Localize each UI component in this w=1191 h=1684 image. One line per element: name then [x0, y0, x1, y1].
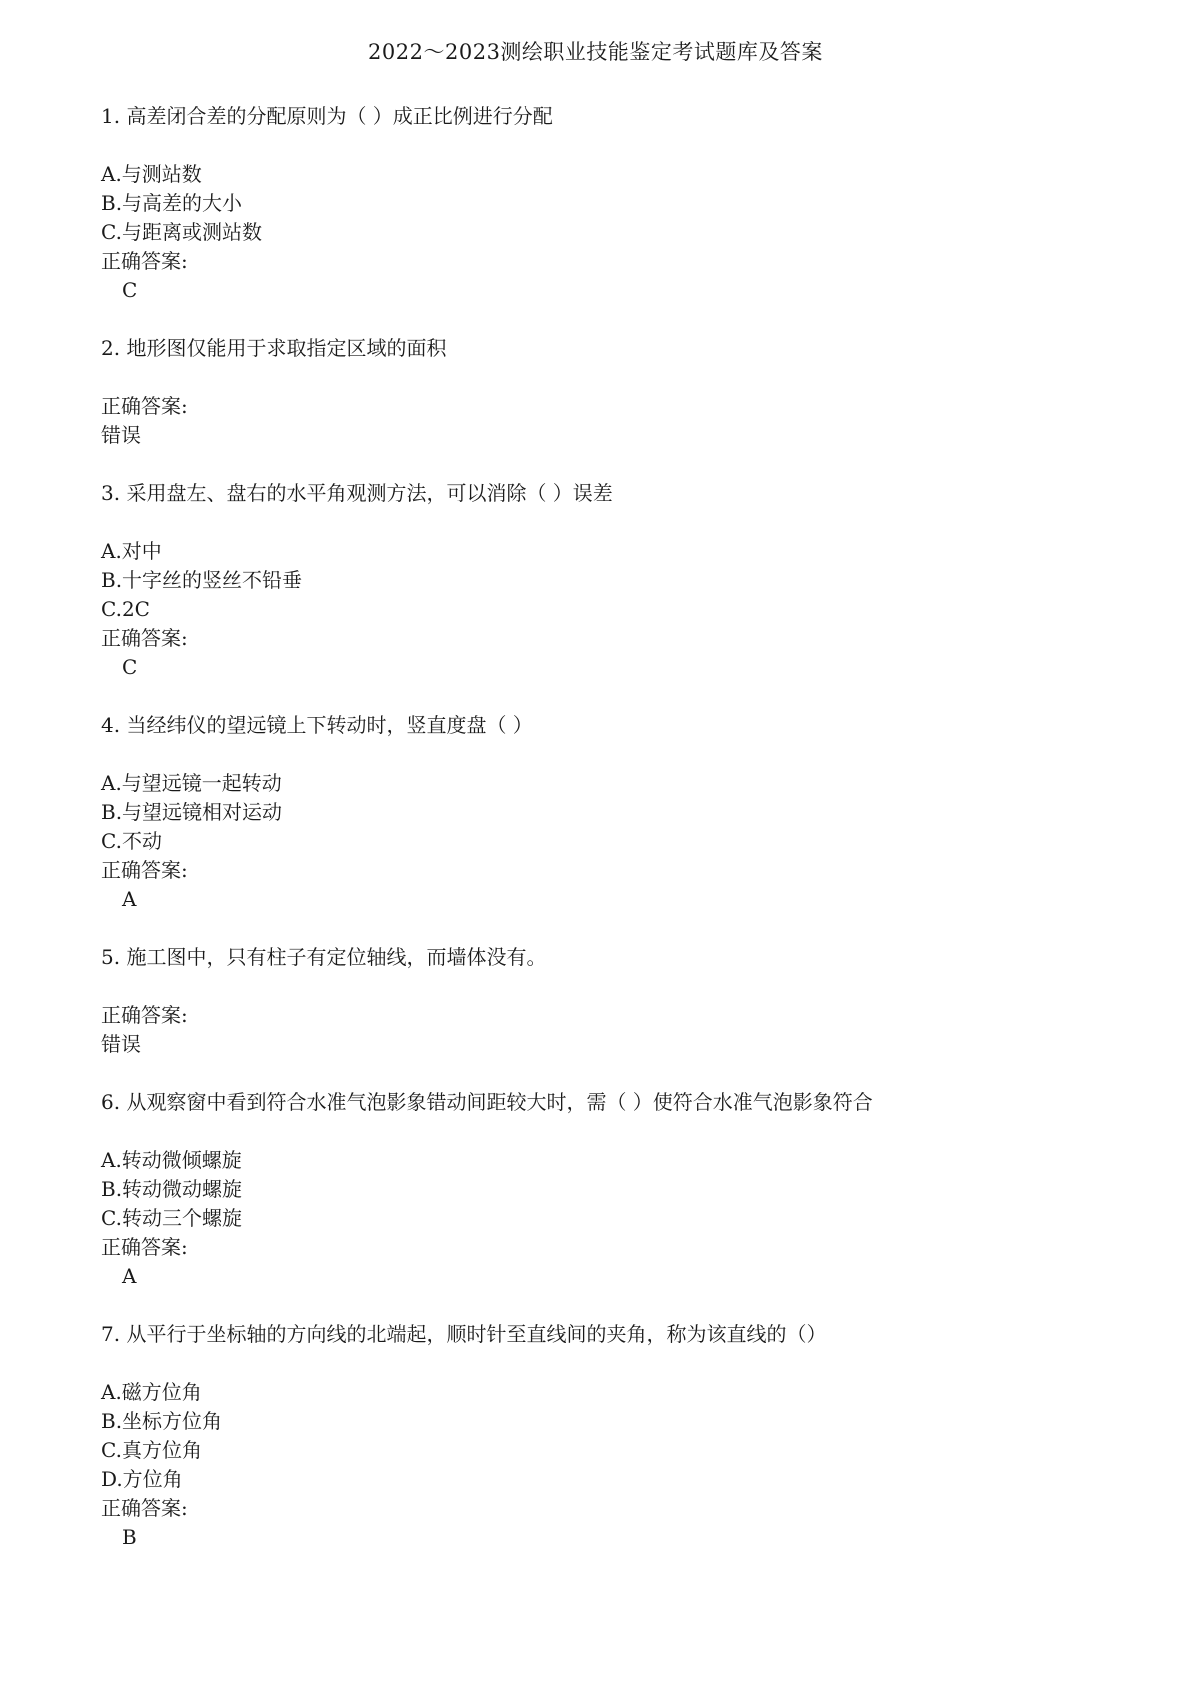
spacer: [101, 1059, 1101, 1088]
question-stem: 6. 从观察窗中看到符合水准气泡影象错动间距较大时，需（ ）使符合水准气泡影象符合: [101, 1090, 873, 1114]
correct-answer: 错误: [101, 1032, 141, 1056]
question-1: [101, 102, 1101, 334]
spacer: [101, 131, 1101, 160]
answer-option: D.方位角: [101, 1467, 183, 1491]
document-title: 2022～2023测绘职业技能鉴定考试题库及答案: [368, 40, 823, 64]
answer-option: C.不动: [101, 829, 162, 853]
correct-answer-label: 正确答案:: [101, 394, 188, 418]
question-list: [101, 102, 1101, 1581]
answer-option: A.与测站数: [101, 162, 202, 186]
question-stem: 5. 施工图中，只有柱子有定位轴线，而墙体没有。: [101, 945, 547, 969]
question-4: [101, 711, 1101, 943]
spacer: [101, 972, 1101, 1001]
correct-answer-label: 正确答案:: [101, 249, 188, 273]
spacer: [101, 363, 1101, 392]
correct-answer: B: [122, 1525, 137, 1549]
correct-answer: A: [122, 887, 137, 911]
answer-option: B.与高差的大小: [101, 191, 243, 215]
answer-option: A.与望远镜一起转动: [101, 771, 282, 795]
answer-option: C.2C: [101, 597, 150, 621]
spacer: [101, 1552, 1101, 1581]
answer-option: A.磁方位角: [101, 1380, 202, 1404]
spacer: [101, 450, 1101, 479]
spacer: [101, 1117, 1101, 1146]
correct-answer: C: [122, 278, 138, 302]
spacer: [101, 305, 1101, 334]
answer-option: C.真方位角: [101, 1438, 202, 1462]
question-7: [101, 1320, 1101, 1581]
correct-answer-label: 正确答案:: [101, 858, 188, 882]
correct-answer-label: 正确答案:: [101, 1003, 188, 1027]
spacer: [101, 740, 1101, 769]
question-stem: 7. 从平行于坐标轴的方向线的北端起，顺时针至直线间的夹角，称为该直线的（）: [101, 1322, 827, 1346]
correct-answer: C: [122, 655, 138, 679]
correct-answer-label: 正确答案:: [101, 626, 188, 650]
answer-option: C.转动三个螺旋: [101, 1206, 242, 1230]
correct-answer-label: 正确答案:: [101, 1235, 188, 1259]
answer-option: A.对中: [101, 539, 162, 563]
spacer: [101, 682, 1101, 711]
spacer: [101, 1291, 1101, 1320]
answer-option: B.与望远镜相对运动: [101, 800, 283, 824]
answer-option: B.坐标方位角: [101, 1409, 223, 1433]
question-stem: 2. 地形图仅能用于求取指定区域的面积: [101, 336, 447, 360]
question-stem: 4. 当经纬仪的望远镜上下转动时，竖直度盘（ ）: [101, 713, 533, 737]
spacer: [101, 508, 1101, 537]
question-stem: 1. 高差闭合差的分配原则为（ ）成正比例进行分配: [101, 104, 553, 128]
answer-option: B.十字丝的竖丝不铅垂: [101, 568, 303, 592]
question-5: [101, 943, 1101, 1088]
correct-answer: A: [122, 1264, 137, 1288]
answer-option: A.转动微倾螺旋: [101, 1148, 242, 1172]
correct-answer: 错误: [101, 423, 141, 447]
spacer: [101, 914, 1101, 943]
question-stem: 3. 采用盘左、盘右的水平角观测方法，可以消除（ ）误差: [101, 481, 613, 505]
question-6: [101, 1088, 1101, 1320]
question-3: [101, 479, 1101, 711]
correct-answer-label: 正确答案:: [101, 1496, 188, 1520]
answer-option: B.转动微动螺旋: [101, 1177, 243, 1201]
spacer: [101, 1349, 1101, 1378]
question-2: [101, 334, 1101, 479]
answer-option: C.与距离或测站数: [101, 220, 262, 244]
